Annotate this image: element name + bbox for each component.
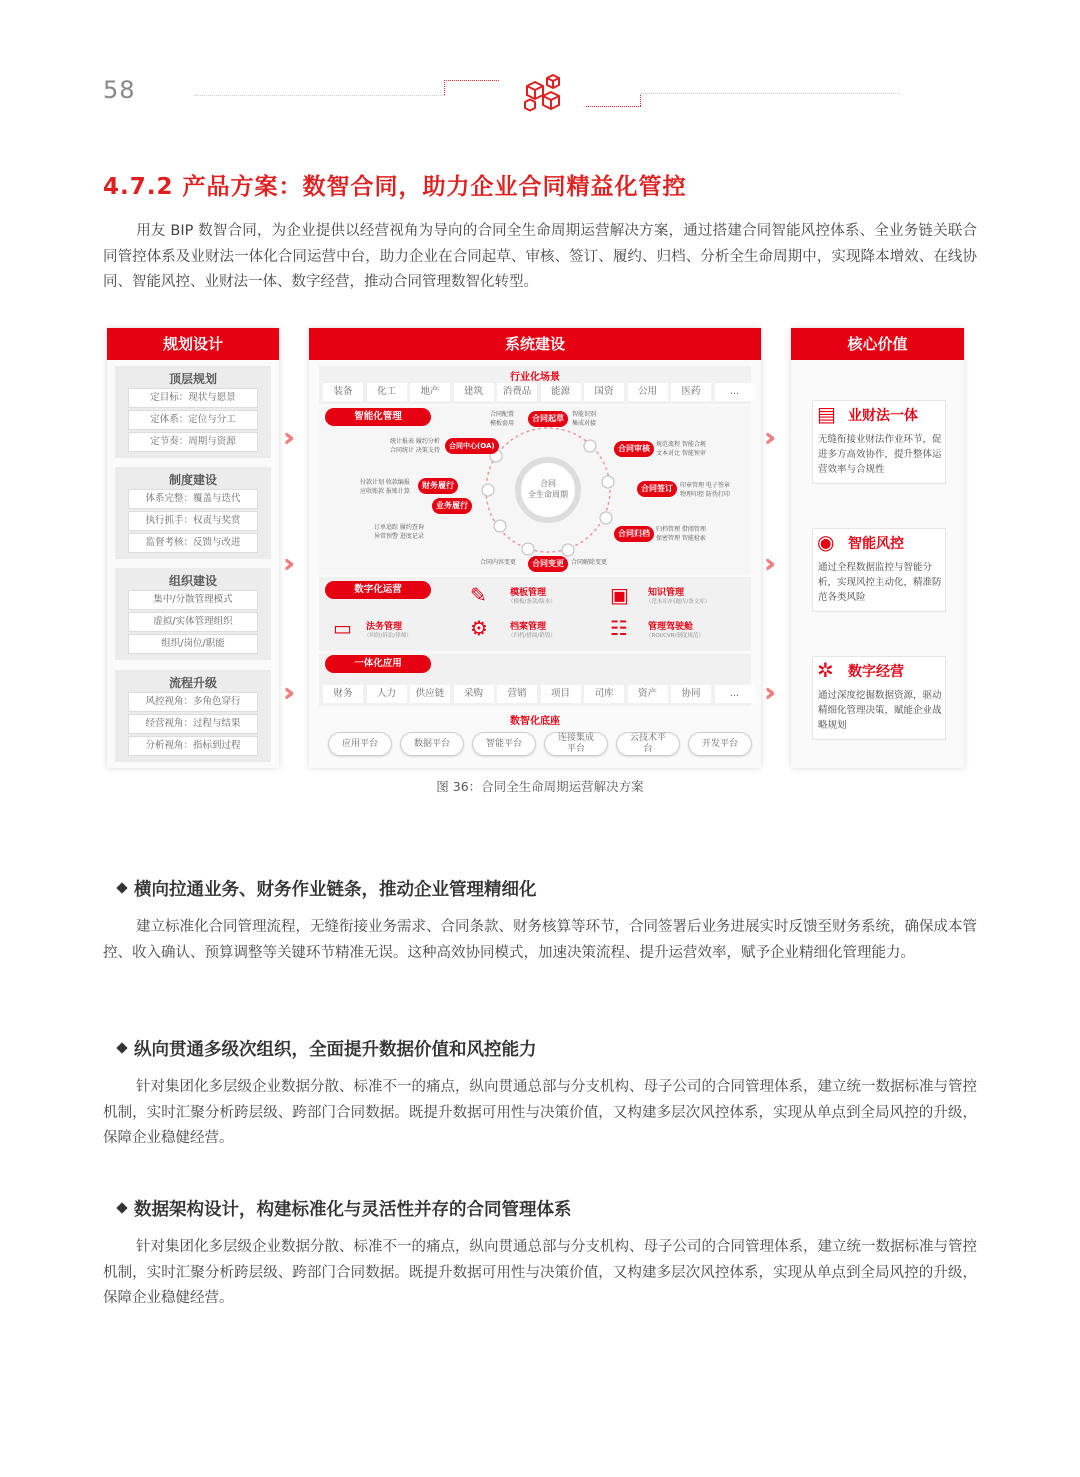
industry-tag: 医药	[671, 383, 711, 401]
industry-tag: 国资	[584, 383, 624, 401]
bullet-heading	[118, 1036, 537, 1061]
planning-item: 体系完整：覆盖与迭代	[128, 489, 258, 509]
bullet-text: 建立标准化合同管理流程，无缝衔接业务需求、合同条款、财务核算等环节，合同签署后业务进展实时反馈至财务系统，确保成本管控、收入确认、预算调整等关键环节精准无误。这种高效协同模式，加速决策流程、提升运营效率，赋予企业精细化管理能力。	[103, 919, 977, 961]
note: 规范流程 智能合规 文本对比 智能预审	[656, 441, 706, 457]
value-text: 通过深度挖掘数据资源，驱动精细化管理决策，赋能企业战略规划	[818, 690, 942, 731]
header-rule-step-right	[640, 93, 641, 106]
chart-screen-icon: ▤	[817, 402, 836, 426]
industry-tag: ...	[715, 383, 755, 401]
planning-item: 分析视角：指标到过程	[128, 736, 258, 756]
module-title: 档案管理	[510, 622, 547, 632]
app-tag: 司库	[584, 685, 624, 703]
base-platform: 开发平台	[688, 732, 752, 756]
diamond-icon	[116, 882, 127, 893]
note: 合同解除变更	[571, 559, 608, 566]
planning-header: 规划设计	[107, 328, 279, 360]
bullet-paragraph	[103, 1235, 977, 1312]
planning-item: 执行抓手：权责与奖赏	[128, 511, 258, 531]
header-rule-step	[444, 80, 445, 95]
planning-item: 组织/岗位/职能	[128, 634, 258, 654]
brain-icon: ◉	[817, 530, 835, 554]
value-text: 通过全程数据监控与智能分析，实现风控主动化，精准防范各类风险	[818, 562, 942, 603]
planning-item: 经营视角：过程与结果	[128, 714, 258, 734]
value-title: 智能风控	[848, 536, 904, 552]
diamond-icon	[116, 1202, 127, 1213]
note: 合同配置 模板套用	[490, 411, 515, 427]
cycle-finance: 财务履行	[418, 478, 458, 494]
cycle-oa: 合同中心(OA)	[445, 438, 499, 454]
industry-title: 行业化场景	[510, 372, 560, 383]
app-tag: ...	[715, 685, 755, 703]
base-platform: 连接集成 平台	[544, 732, 608, 756]
planning-item: 监督考核：反馈与改进	[128, 533, 258, 553]
note: 统计报表 履约分析 合同统计 决策支持	[390, 438, 440, 454]
bullet-paragraph	[103, 1075, 977, 1152]
note: 付款计划 收款编报 应收账款 报账计算	[360, 479, 410, 495]
integrated-label: 一体化应用	[325, 655, 431, 673]
module-title: 管理驾驶舱	[648, 622, 694, 632]
cycle-sign: 合同签订	[637, 481, 677, 497]
industry-tag: 化工	[367, 383, 407, 401]
app-tag: 财务	[323, 685, 363, 703]
planning-group-title: 流程升级	[168, 676, 217, 690]
bullet-title: 纵向贯通多级次组织，全面提升数据价值和风控能力	[134, 1040, 537, 1060]
planning-group-title: 组织建设	[168, 574, 217, 588]
robot-arm-icon: ⚙	[470, 616, 488, 640]
value-text: 无缝衔接业财法作业环节，促进多方高效协作，提升整体运营效率与合规性	[818, 434, 942, 475]
cycle-archive: 合同归档	[614, 526, 654, 542]
digital-ops-label: 数字化运营	[325, 581, 431, 599]
arrow-right-icon: ›››	[764, 678, 767, 708]
bullet-title: 横向拉通业务、财务作业链条，推动企业管理精细化	[134, 880, 537, 900]
base-platform: 智能平台	[472, 732, 536, 756]
app-tag: 协同	[671, 685, 711, 703]
industry-tag: 地产	[410, 383, 450, 401]
cycle-draft: 合同起草	[528, 411, 568, 427]
industry-tag: 能源	[541, 383, 581, 401]
laptop-icon: ▭	[333, 616, 352, 640]
box-icon: ▣	[610, 583, 629, 607]
page-number: 58	[103, 76, 136, 104]
network-icon: ✲	[817, 658, 834, 682]
arrow-right-icon: ›››	[283, 549, 286, 579]
module-subtitle: （ROI/CVR/制度规范）	[646, 633, 704, 639]
industry-tag: 装备	[323, 383, 363, 401]
value-title: 数字经营	[848, 664, 904, 680]
arrow-right-icon: ›››	[764, 423, 767, 453]
app-tag: 营销	[497, 685, 537, 703]
module-title: 知识管理	[648, 588, 685, 598]
bullet-paragraph	[103, 915, 977, 966]
module-title: 模板管理	[510, 588, 547, 598]
note: 订单追踪 履约查询 异常预警 进度记录	[374, 524, 424, 540]
brush-icon: ✎	[470, 583, 487, 607]
header-rule-right-red	[586, 106, 641, 107]
cycle-review: 合同审核	[614, 441, 654, 457]
figure-caption: 图 36：合同全生命周期运营解决方案	[436, 779, 644, 794]
intro-paragraph	[103, 219, 977, 296]
header-rule-right	[640, 93, 900, 94]
planning-item: 定体系：定位与分工	[128, 410, 258, 430]
base-title: 数智化底座	[510, 716, 560, 727]
cubes-icon	[517, 72, 567, 114]
base-platform: 应用平台	[328, 732, 392, 756]
value-header: 核心价值	[791, 328, 964, 360]
app-tag: 资产	[628, 685, 668, 703]
planning-item: 定目标：现状与愿景	[128, 388, 258, 408]
note: 智能识别 集成对接	[572, 411, 597, 427]
industry-tag: 公用	[628, 383, 668, 401]
section-title: 4.7.2 产品方案：数智合同，助力企业合同精益化管控	[103, 174, 687, 200]
cycle-change: 合同变更	[528, 556, 568, 572]
bullet-text: 针对集团化多层级企业数据分散、标准不一的痛点，纵向贯通总部与分支机构、母子公司的合同管理体系，建立统一数据标准与管控机制，实时汇聚分析跨层级、跨部门合同数据。既提升数据可用性与决策价值，又构建多层次风控体系，实现从单点到全局风控的升级，保障企业稳健经营。	[103, 1079, 977, 1146]
bullet-heading	[118, 876, 537, 901]
smart-mgmt-label: 智能化管理	[325, 408, 431, 426]
module-subtitle: （模板/条款/版本）	[508, 599, 556, 605]
arrow-right-icon: ›››	[283, 678, 286, 708]
module-subtitle: （纠纷/诉讼/律师）	[364, 633, 412, 639]
planning-item: 虚拟/实体管理组织	[128, 612, 258, 632]
header-rule-left	[195, 95, 445, 96]
app-tag: 项目	[541, 685, 581, 703]
planning-item: 风控视角：多角色穿行	[128, 692, 258, 712]
note: 归档管理 借阅管理 保密管理 智能检索	[656, 526, 706, 542]
arrow-right-icon: ›››	[764, 549, 767, 579]
module-title: 法务管理	[366, 622, 403, 632]
planning-item: 定节奏：周期与资源	[128, 432, 258, 452]
planning-group-title: 顶层规划	[168, 372, 217, 386]
base-platform: 数据平台	[400, 732, 464, 756]
bullet-text: 针对集团化多层级企业数据分散、标准不一的痛点，纵向贯通总部与分支机构、母子公司的合同管理体系，建立统一数据标准与管控机制，实时汇聚分析跨层级、跨部门合同数据。既提升数据可用性与决策价值，又构建多层次风控体系，实现从单点到全局风控的升级，保障企业稳健经营。	[103, 1239, 977, 1306]
bullet-heading	[118, 1196, 572, 1221]
arrow-right-icon: ›››	[283, 423, 286, 453]
module-subtitle: （范本库/问题库/条文库）	[646, 599, 711, 605]
intro-text: 用友 BIP 数智合同，为企业提供以经营视角为导向的合同全生命周期运营解决方案，通过搭建合同智能风控体系、全业务链关联合同管控体系及业财法一体化合同运营中台，助力企业在合同起草、审核、签订、履约、归档、分析全生命周期中，实现降本增效、在线协同、智能风控、业财法一体、数字经营，推动合同管理数智化转型。	[103, 223, 977, 290]
value-title: 业财法一体	[848, 408, 918, 424]
industry-tag: 建筑	[454, 383, 494, 401]
app-tag: 人力	[367, 685, 407, 703]
industry-tag: 消费品	[497, 383, 537, 401]
note: 合同内容变更	[480, 559, 517, 566]
base-platform: 云技术平 台	[616, 732, 680, 756]
header-rule-left-red	[444, 80, 499, 81]
app-tag: 供应链	[410, 685, 450, 703]
cycle-business: 业务履行	[432, 498, 472, 514]
app-tag: 采购	[454, 685, 494, 703]
note: 印章管理 电子签章 物理印控 防伪打印	[680, 482, 730, 498]
diamond-icon	[116, 1042, 127, 1053]
system-header: 系统建设	[309, 328, 761, 360]
module-subtitle: （归档/借阅/销毁）	[508, 633, 556, 639]
team-icon: ☷	[610, 616, 628, 640]
lifecycle-center: 合同 全生命周期	[528, 479, 568, 499]
planning-item: 集中/分散管理模式	[128, 590, 258, 610]
bullet-title: 数据架构设计，构建标准化与灵活性并存的合同管理体系	[134, 1200, 572, 1220]
planning-group-title: 制度建设	[168, 473, 217, 487]
